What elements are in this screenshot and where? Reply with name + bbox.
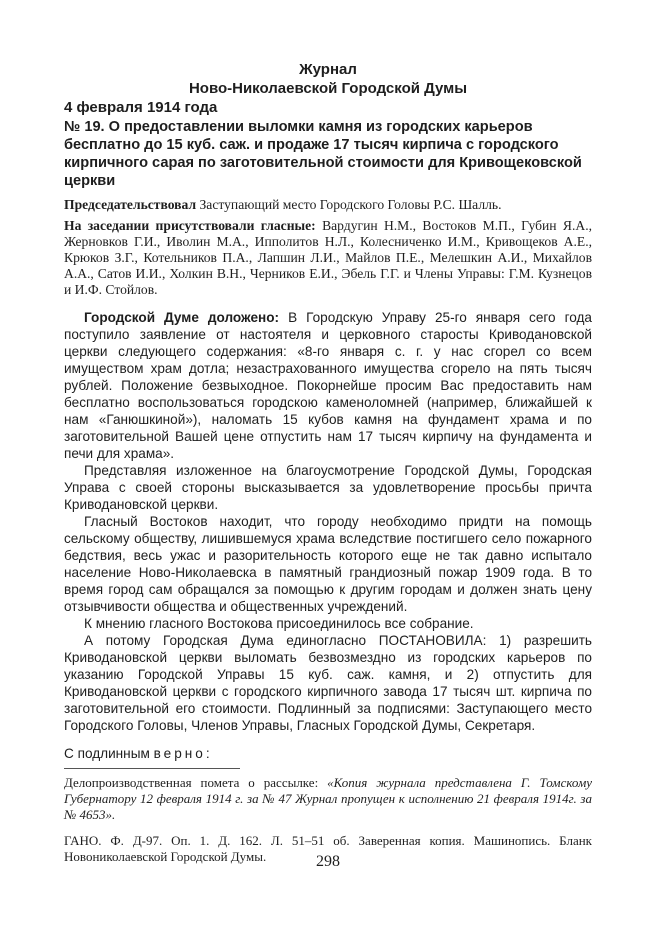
body-paragraph-3: Гласный Востоков находит, что городу необходимо придти на помощь сельскому обществу, лишившемуся храма вследствие постигшего село пожарного бедствия, весь ужас и разорительность которого еще не так давно испытало население Ново-Николаевска в памятный грандиозный пожар 1909 года. В то время город сам обращался за помощью к другим городам и должен знать цену отзывчивости общества и общественных учреждений.	[64, 514, 592, 614]
body-paragraph-4: К мнению гласного Востокова присоединилось все собрание.	[84, 616, 474, 631]
clerical-note	[64, 775, 592, 823]
divider	[64, 768, 240, 769]
body-paragraph-2: Представляя изложенное на благоусмотрение Городской Думы, Городская Управа с своей стороны высказывается за удовлетворение просьбы причта Криводановской церкви.	[64, 463, 592, 512]
present-label: На заседании присутствовали гласные:	[64, 218, 316, 233]
body-p1-text: В Городскую Управу 25-го января сего года поступило заявление от настоятеля и церковного старосты Криводановской церкви следующего содержания: «8-го января с. г. у нас сгорел со всем имуществом храм дотла; незастрахованного имущества сгорело на пять тысяч рублей. Положение безвыходное. Покорнейше просим Вас предоставить нам бесплатно воспользоваться городскою каменоломней (например, ближайшей к нам «Ганюшкиной»), наломать 15 кубов камня на фундамент храма и по заготовительной Вашей цене отпустить нам 17 тысяч кирпичу на фундамента и печи для храма».	[64, 310, 592, 461]
body-paragraph-1	[64, 309, 592, 462]
journal-title: Журнал	[299, 61, 357, 78]
chair-paragraph	[64, 197, 592, 213]
body-p1-label: Городской Думе доложено:	[84, 310, 280, 325]
note-label: Делопроизводственная помета о рассылке:	[64, 775, 319, 790]
page-number: 298	[316, 853, 340, 870]
certified-prefix: С подлинным	[64, 746, 150, 761]
body-paragraph-5: А потому Городская Дума единогласно ПОСТАНОВИЛА: 1) разрешить Криводановской церкви выломать безвозмездно из городских карьеров по указанию Городской Управы 15 куб. саж. камня, и 2) отпустить для Криводановской церкви с городского кирпичного завода 17 тысяч шт. кирпича по заготовительной его стоимости. Подлинный за подписями: Заступающего место Городского Головы, Членов Управы, Гласных Городской Думы, Секретаря.	[64, 633, 592, 733]
present-paragraph	[64, 218, 592, 298]
archive-reference: ГАНО. Ф. Д-97. Оп. 1. Д. 162. Л. 51–51 об. Заверенная копия. Машинопись. Бланк Новониколаевской Городской Думы.	[64, 833, 592, 864]
certified-line	[64, 745, 592, 762]
meeting-date: 4 февраля 1914 года	[64, 99, 218, 116]
document-page	[64, 60, 592, 865]
present-text: Вардугин Н.М., Востоков М.П., Губин Я.А., Жерновков Г.И., Иволин М.А., Ипполитов Н.Л., Колесниченко И.М., Кривощеков А.Е., Крюков З.Г., Котельников П.А., Лапшин Л.И., Майлов П.Е., Мелешкин А.И., Михайлов А.А., Сатов И.И., Холкин В.Н., Черников Е.И., Эбель Г.Г. и Члены Управы: Г.М. Кузнецов и И.Ф. Стойлов.	[64, 218, 592, 297]
certified-spaced: верно:	[153, 746, 213, 761]
chair-label: Председательствовал	[64, 197, 197, 212]
item-title: № 19. О предоставлении выломки камня из городских карьеров бесплатно до 15 куб. саж. и продаже 17 тысяч кирпича с городского кирпичного сарая по заготовительной стоимости для Кривощековской церкви	[64, 119, 582, 189]
duma-title: Ново-Николаевской Городской Думы	[188, 80, 468, 97]
chair-text: Заступающий место Городского Головы Р.С. Шалль.	[199, 197, 502, 212]
note-text: «Копия журнала представлена Г. Томскому Губернатору 12 февраля 1914 г. за № 47 Журнал пропущен к исполнению 21 февраля 1914г. за № 4653».	[64, 775, 593, 822]
